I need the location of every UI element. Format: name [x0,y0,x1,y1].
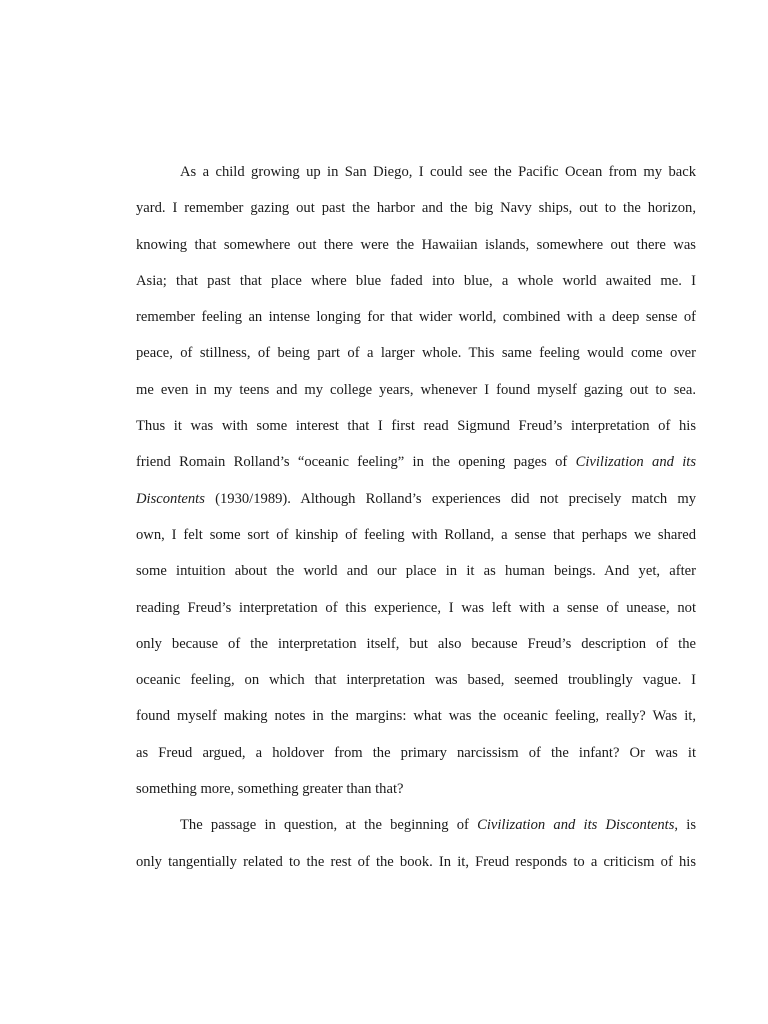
paragraph-1-line-9: friend Romain Rolland’s “oceanic feeling” in the opening pages of Civilization and its [136,454,696,471]
paragraph-1-line-14: only because of the interpretation itself, but also because Freud’s description of the [136,635,696,652]
paragraph-1-line-8: Thus it was with some interest that I first read Sigmund Freud’s interpretation of his [136,418,696,435]
paragraph-1-line-5: remember feeling an intense longing for that wider world, combined with a deep sense of [136,309,696,326]
paragraph-1-line-18: something more, something greater than that? [136,781,404,798]
paragraph-1-line-12: some intuition about the world and our place in it as human beings. And yet, after [136,563,696,580]
paragraph-2-line-1: The passage in question, at the beginning of Civilization and its Discontents, is [180,817,697,834]
paragraph-1-line-15: oceanic feeling, on which that interpretation was based, seemed troublingly vague. I [136,672,696,689]
paragraph-1-line-11: own, I felt some sort of kinship of feeling with Rolland, a sense that perhaps we shared [136,526,696,543]
paragraph-1-line-10: Discontents (1930/1989). Although Rolland’s experiences did not precisely match my [136,490,696,507]
paragraph-1-line-13: reading Freud’s interpretation of this experience, I was left with a sense of unease, not [136,599,696,616]
book-title-italic: Civilization and its [575,454,696,471]
body-text [136,158,696,884]
paragraph-1-line-17: as Freud argued, a holdover from the primary narcissism of the infant? Or was it [136,744,696,761]
paragraph-1-line-2: yard. I remember gazing out past the harbor and the big Navy ships, out to the horizon, [136,200,696,217]
book-title-italic: Discontents [136,490,205,507]
paragraph-1-line-4: Asia; that past that place where blue faded into blue, a whole world awaited me. I [136,272,696,289]
book-title-italic: Civilization and its Discontents [477,817,675,834]
paragraph-1-line-16: found myself making notes in the margins: what was the oceanic feeling, really? Was it, [136,708,696,725]
paragraph-1-line-3: knowing that somewhere out there were the Hawaiian islands, somewhere out there was [136,236,696,253]
paragraph-1-line-6: peace, of stillness, of being part of a larger whole. This same feeling would come over [136,345,696,362]
paragraph-1-line-1: As a child growing up in San Diego, I could see the Pacific Ocean from my back [180,164,696,180]
paragraph-2-line-2: only tangentially related to the rest of the book. In it, Freud responds to a criticism of his [136,853,696,870]
paragraph-1-line-7: me even in my teens and my college years, whenever I found myself gazing out to sea. [136,381,696,398]
